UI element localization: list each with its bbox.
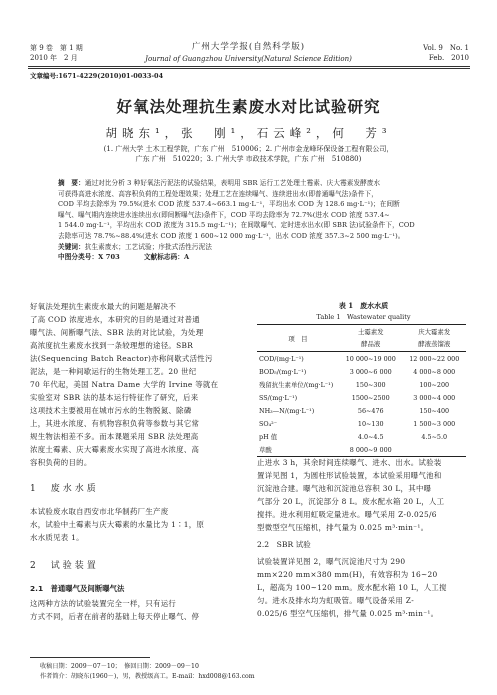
abstract-line-6: 去除率可达 78.7%~88.4%(进水 COD 浓度 1 600~12 000 mg·L⁻¹，出水 COD 浓度 357.3~2 500 mg·L⁻¹)。 [58,231,405,240]
vol-no: Vol. 9 No. 1 [423,44,469,52]
abstract-line-4: 曝气、曝气期内连续进水连续出水(即间断曝气法)条件下，COD 平均去除率为 72.7%(进水 COD 浓度 537.4~ [58,210,390,219]
abstract-label: 摘 要： [58,179,85,187]
introduction-paragraph: 好氧法处理抗生素废水最大的问题是解决不 了高 COD 浓度进水，本研究的目的是通过对普通 曝气法、间断曝气法、SBR 法的对比试验，为处理 高浓度抗生素废水找到一条较理想的途径。SBR 法(Sequencing Batch Reactor)亦称间歇式活性污 泥法，是一种间歇运行的生物处理工艺。20 世纪 70 年代起，美国 Natra Dame 大学的 Irvine 等就在 实验室对 SBR 法的基本运行特征作了研究，后来 这项技术主要被用在城市污水的生物脱氮、除磷 上，其进水浓度、有机物容积负荷等参数与其它常 规生物法相差不多。而本课题采用 SBR 法处理高 浓度土霉素、庆大霉素废水实现了高进水浓度、高 容积负荷的目的。 [30,302,219,467]
header-rule-2 [28,68,470,69]
abstract-line-2: 可获得高进水浓度、高容积负荷的工程处理效果；处理工艺在连续曝气、连续进出水(即普通曝气法)条件下， [58,189,378,198]
section-2-1-heading: 2.1 普通曝气及间断曝气法 [30,584,125,593]
header-gentamicin: 庆大霉素发 酵液蒸馏液 [418,328,451,348]
keywords-label: 关键词： [58,242,85,251]
footnote-rule [30,657,150,658]
author-bio: 作者简介：胡晓东(1960－)，男，教授级高工。E-mail：hxd008@163.com [40,673,255,680]
clc-number: 中图分类号：X 703 [58,253,120,262]
publication-date: 2010 年 2 月 [30,54,78,62]
table-caption-en: Table 1 Wastewater quality [316,313,411,321]
section-2-2-paragraph: 试验装置详见图 2，曝气沉淀池尺寸为 290 mm×220 mm×380 mm(H)，有效容积为 16~20 L，超高为 100~120 mm。废水配水箱 10 L，人工搅 匀。进水及排水均为虹吸管。曝气设备采用 Z- 0.025/6 型空气压缩机，排气量 0.025 m³·min⁻¹。 [257,557,447,618]
table-row: SS/(mg·L⁻¹) 1500~2500 3 000~4 000 [259,393,456,402]
received-date: 收稿日期：2009－07－10； 修回日期：2009－09－10 [40,663,199,670]
table-caption: 表 1 废水水质 [338,301,389,310]
affiliation-line-2: 广东 广州 510220；3. 广州大学 市政技术学院，广东 广州 510880) [135,155,362,163]
water-quality-table [257,324,466,457]
section-1-paragraph: 本试验废水取自西安市北华制药厂生产废 水，试验中土霉素与庆大霉素的水量比为 1∶1，原 水水质见表 1。 [30,507,205,542]
table-row: 残留抗生素单位/(mg·L⁻¹) 150~300 100~200 [259,380,450,389]
article-number: 文章编号:1671-4229(2010)01-0033-04 [30,72,164,80]
header-item: 项 目 [288,334,308,343]
document-code: 文献标志码：A [143,253,190,262]
section-1-heading: 1 废水水质 [30,484,99,494]
header-rule [28,66,470,67]
abstract-line-3: COD 平均去除率为 79.5%(进水 COD 浓度 537.4~663.1 mg·L⁻¹，平均出水 COD 为 128.6 mg·L⁻¹)；在间断 [58,200,400,209]
section-2-1-paragraph: 这两种方法的试验装置完全一样，只有运行 方式不同，后者在前者的基础上每天停止曝气、停 [30,599,200,621]
section-2-heading: 2 试验装置 [30,561,99,571]
section-2-1-continued: 止进水 3 h，其余时间连续曝气、进水、出水。试验装 置详见图 1，为圆柱形试验装置，本试验采用曝气池和 沉淀池合建。曝气池和沉淀池总容积 30 L，其中曝 气部分 20 L，沉淀部分 8 L。废水配水箱 20 L，人工 搅拌。进水利用虹吸定量进水。曝气采用 Z-0.025/6 型微型空气压缩机，排气量为 0.025 m³·min⁻¹。 [257,458,445,532]
table-row: pH 值 4.0~4.5 4.5~5.0 [259,432,448,441]
abstract-line-1: 摘 要：通过对比分析 3 种好氧法污泥法的试验结果，表明用 SBR 运行工艺处理土霉素、庆大霉素发酵废水 [58,179,381,187]
table-row: SO₄²⁻ 10~130 1 500~3 000 [259,419,456,428]
volume-issue: 第 9 卷 第 1 期 [30,44,83,52]
table-row: 草酸 8 000~9 000 [259,445,392,454]
journal-name-en: Journal of Guangzhou University(Natural Science Edition) [145,55,352,63]
abstract-block [58,178,440,263]
abstract-line-5: 1 544.0 mg·L⁻¹，平均出水 COD 浓度为 315.5 mg·L⁻¹)；在间歇曝气、定时进水出水(即 SBR 法)试验条件下，COD [58,221,415,230]
table-1 [257,301,470,457]
affiliation-line-1: (1. 广州大学 土木工程学院，广东 广州 510006；2. 广州市金龙峰环保设备工程有限公司， [103,145,394,153]
header-oxytetracycline: 土霉素发 酵品液 [357,328,384,348]
author-list: 胡晓东¹，张 刚¹，石云峰²，何 芳³ [105,126,392,140]
section-2-2-heading: 2.2 SBR 试验 [257,540,311,549]
journal-name-cn: 广州大学学报(自然科学版) [191,42,306,52]
table-row: BOD₅/(mg·L⁻¹) 3 000~6 000 4 000~8 000 [259,367,456,376]
table-row: COD/(mg·L⁻¹) 10 000~19 000 12 000~22 000 [259,354,460,363]
paper-title: 好氧法处理抗生素废水对比试验研究 [116,98,381,116]
classification-line [58,252,440,263]
table-row: NH₃—N/(mg·L⁻¹) 56~476 150~400 [259,406,450,415]
keywords-line [58,242,440,253]
keywords: 抗生素废水；工艺试验；序批式活性污泥法 [84,242,212,251]
month-year: Feb. 2010 [428,54,469,62]
